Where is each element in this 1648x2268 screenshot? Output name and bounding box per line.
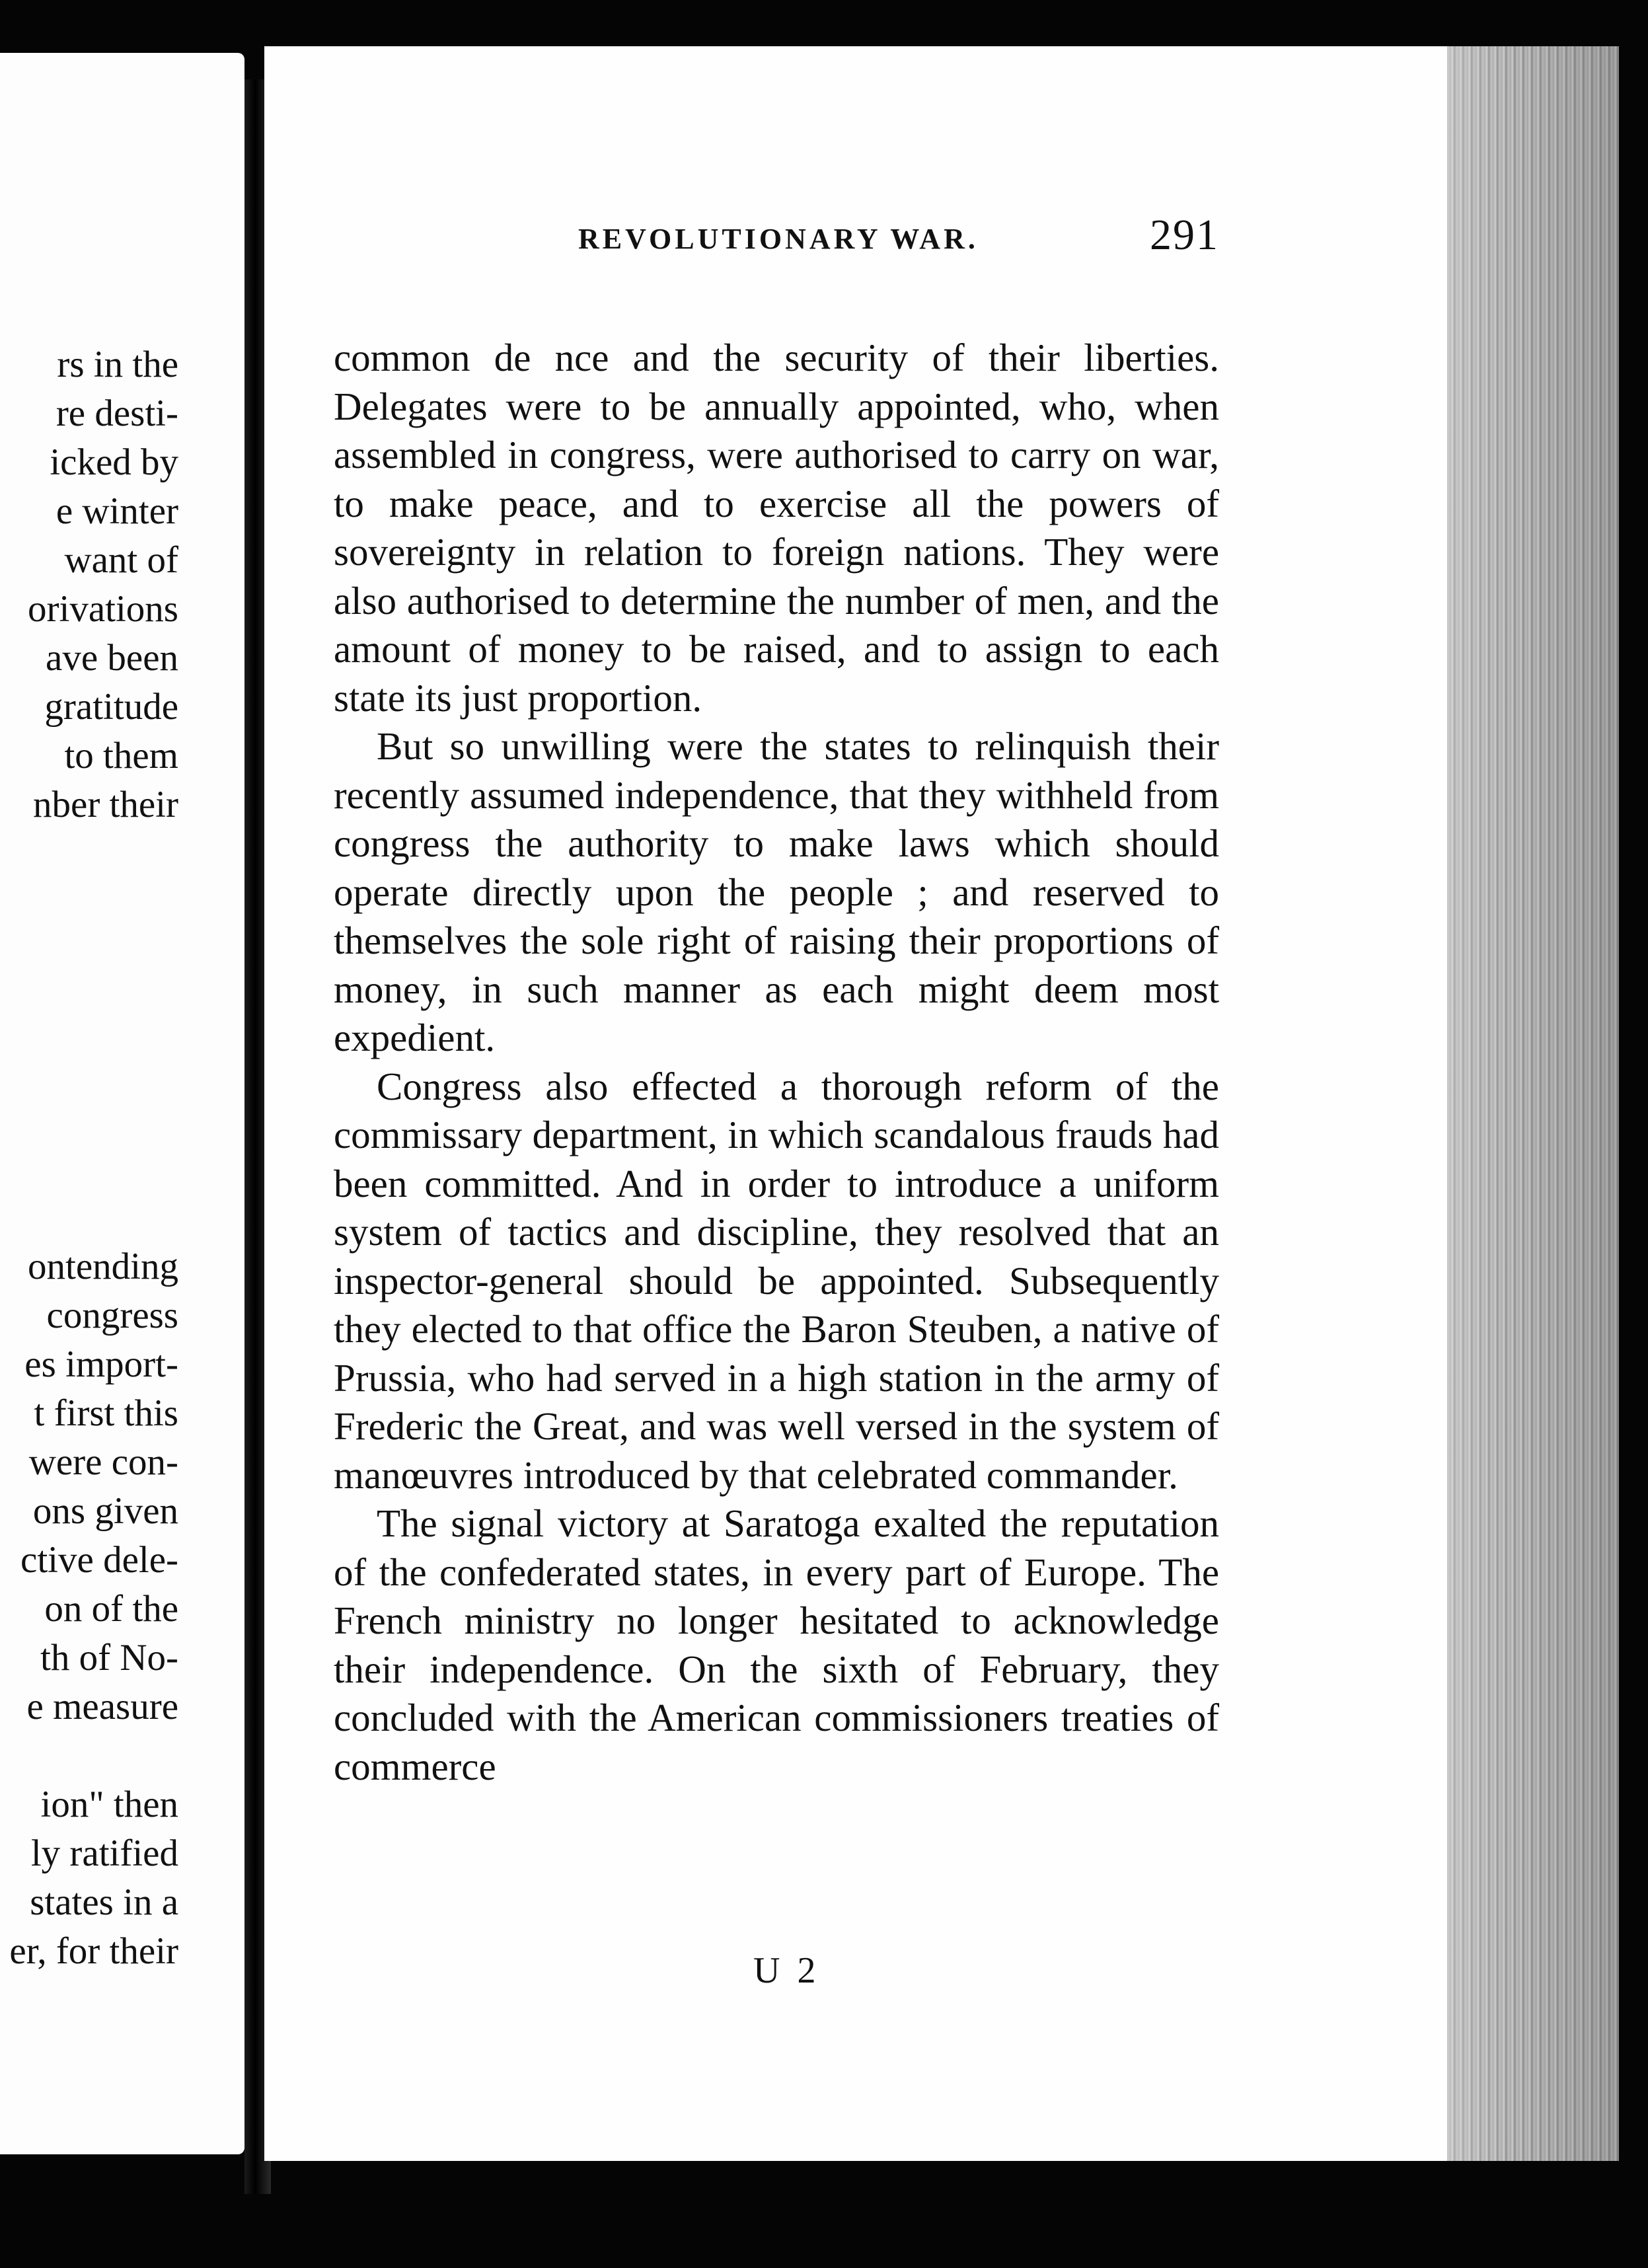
left-line: states in a: [30, 1881, 178, 1923]
paragraph: But so unwilling were the states to relinquish their recently assumed independence, that they withheld from congress the authority to make laws which should operate directly upon the people ; and reserved to themselves the sole right of raising their proportions of money, in such manner as each might deem most expedient.: [334, 724, 1219, 1059]
left-line: e winter: [56, 490, 178, 532]
body-text: [334, 334, 1219, 1791]
left-line: to them: [64, 735, 178, 776]
left-line: ave been: [46, 637, 178, 679]
paragraph: The signal victory at Saratoga exalted the reputation of the confederated states, in every part of Europe. The French ministry no longer hesitated to acknowledge their independence. On the sixth of February, they concluded with the American commissioners treaties of commerce: [334, 1501, 1219, 1788]
signature-mark: U 2: [753, 1950, 820, 1991]
paragraph: common de nce and the security of their liberties. Delegates were to be annually appointed, who, when assembled in congress, were authorised to carry on war, to make peace, and to exercise all the powers of sovereignty in relation to foreign nations. They were also authorised to determine the number of men, and the amount of money to be raised, and to assign to each state its just proportion.: [334, 336, 1219, 720]
left-line: ion" then: [40, 1784, 178, 1825]
left-page-text-bottom: [9, 1242, 178, 1976]
left-line: [9, 1731, 178, 1780]
left-page-text-top: [28, 340, 178, 829]
left-line: icked by: [50, 441, 178, 483]
left-line: want of: [64, 539, 178, 581]
left-line: es import-: [24, 1343, 178, 1385]
left-line: rs in the: [57, 344, 178, 385]
left-line: ly ratified: [30, 1833, 178, 1874]
left-line: ons given: [32, 1490, 178, 1532]
running-title: REVOLUTIONARY WAR.: [578, 223, 979, 255]
left-line: orivations: [28, 588, 178, 630]
running-head: [311, 210, 1219, 270]
left-line: were con-: [28, 1441, 178, 1483]
left-line: on of the: [44, 1588, 178, 1630]
left-line: e measure: [26, 1686, 178, 1727]
left-line: nber their: [33, 784, 178, 825]
left-line: re desti-: [56, 393, 178, 434]
left-line: th of No-: [40, 1637, 178, 1679]
page-number: 291: [1150, 211, 1219, 259]
left-line: ctive dele-: [20, 1539, 178, 1581]
left-facing-page: [0, 53, 244, 2154]
left-line: er, for their: [9, 1930, 178, 1972]
left-line: t first this: [34, 1392, 178, 1434]
left-line: ontending: [28, 1246, 178, 1287]
left-line: gratitude: [44, 686, 178, 728]
paragraph: Congress also effected a thorough reform of the commissary department, in which scandalous frauds had been committed. And in order to introduce a uniform system of tactics and discipline, they resolved that an inspector-general should be appointed. Subsequently they elected to that office the Baron Steuben, a native of Prussia, who had served in a high station in the army of Frederic the Great, and was well versed in the system of manœuvres introduced by that celebrated commander.: [334, 1064, 1219, 1497]
left-line: congress: [46, 1295, 178, 1336]
